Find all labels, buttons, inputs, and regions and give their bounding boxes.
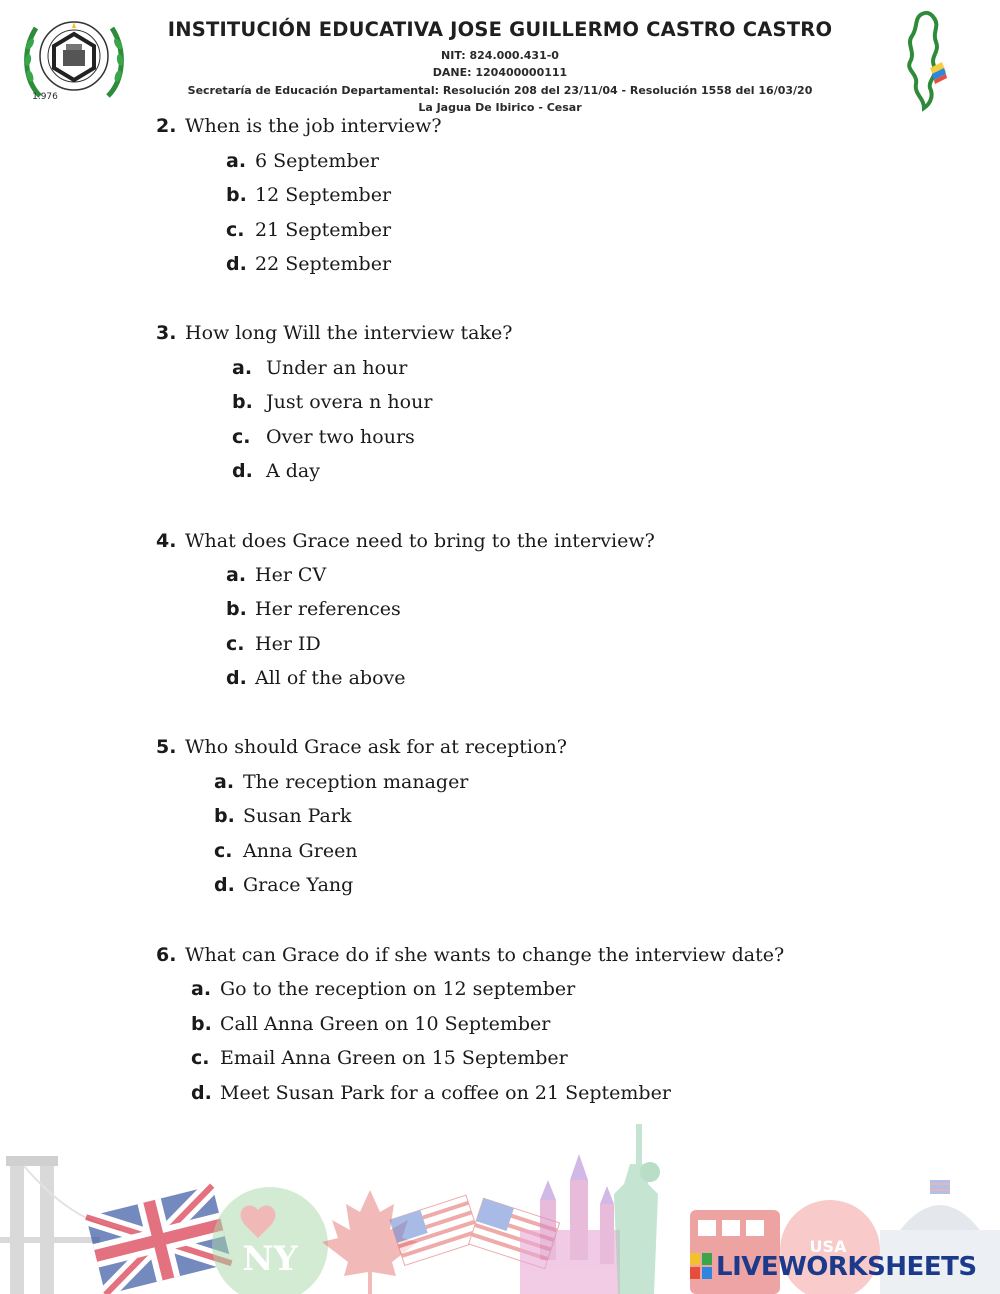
answer-option[interactable]: a. The reception manager [214, 771, 469, 793]
answer-option[interactable]: d. 22 September [226, 253, 392, 275]
question-text: 4. What does Grace need to bring to the interview? [156, 530, 655, 552]
secretaria-line: Secretaría de Educación Departamental: Resolución 208 del 23/11/04 - Resolución 1558 del 16/03/20 [187, 84, 813, 97]
answer-option[interactable]: c. Email Anna Green on 15 September [191, 1047, 568, 1069]
answer-option[interactable]: b. 12 September [226, 184, 392, 206]
i-love-ny-icon [212, 1187, 328, 1294]
question-text: 3. How long Will the interview take? [156, 322, 513, 344]
answer-option[interactable]: d. Meet Susan Park for a coffee on 21 September [191, 1082, 671, 1104]
school-name: INSTITUCIÓN EDUCATIVA JOSE GUILLERMO CASTRO CASTRO [167, 18, 833, 41]
letterhead [0, 0, 1000, 118]
answer-option[interactable]: c. 21 September [226, 219, 392, 241]
nit-line: NIT: 824.000.431-0 [441, 49, 559, 62]
answer-option[interactable]: c. Over two hours [232, 426, 415, 448]
answer-option[interactable]: c. Anna Green [214, 840, 358, 862]
department-map-icon [900, 8, 956, 112]
statue-of-liberty-icon [614, 1124, 660, 1294]
answer-option[interactable]: a. 6 September [226, 150, 379, 172]
seal-year: 1.976 [32, 92, 58, 102]
answer-option[interactable]: d. A day [232, 460, 320, 482]
answer-option[interactable]: a. Under an hour [232, 357, 408, 379]
answer-option[interactable]: b. Just overa n hour [232, 391, 433, 413]
answer-option[interactable]: a. Go to the reception on 12 september [191, 978, 576, 1000]
answer-option[interactable]: b. Susan Park [214, 805, 352, 827]
answer-option[interactable]: a. Her CV [226, 564, 327, 586]
answer-option[interactable]: b. Call Anna Green on 10 September [191, 1013, 551, 1035]
question-text: 5. Who should Grace ask for at reception? [156, 736, 567, 758]
location-line: La Jagua De Ibirico - Cesar [418, 101, 582, 114]
question-text: 2. When is the job interview? [156, 115, 442, 137]
brand-name: LIVEWORKSHEETS [716, 1252, 977, 1282]
dane-line: DANE: 120400000111 [432, 66, 568, 79]
liveworksheets-logo[interactable] [690, 1252, 977, 1282]
answer-option[interactable]: d. All of the above [226, 667, 406, 689]
question-text: 6. What can Grace do if she wants to change the interview date? [156, 944, 785, 966]
liveworksheets-badge-icon [690, 1253, 712, 1279]
uk-flag-icon [86, 1186, 231, 1294]
ny-text: NY [242, 1239, 298, 1279]
usa-text: USA [809, 1237, 847, 1256]
answer-option[interactable]: d. Grace Yang [214, 874, 354, 896]
answer-option[interactable]: c. Her ID [226, 633, 321, 655]
answer-option[interactable]: b. Her references [226, 598, 401, 620]
